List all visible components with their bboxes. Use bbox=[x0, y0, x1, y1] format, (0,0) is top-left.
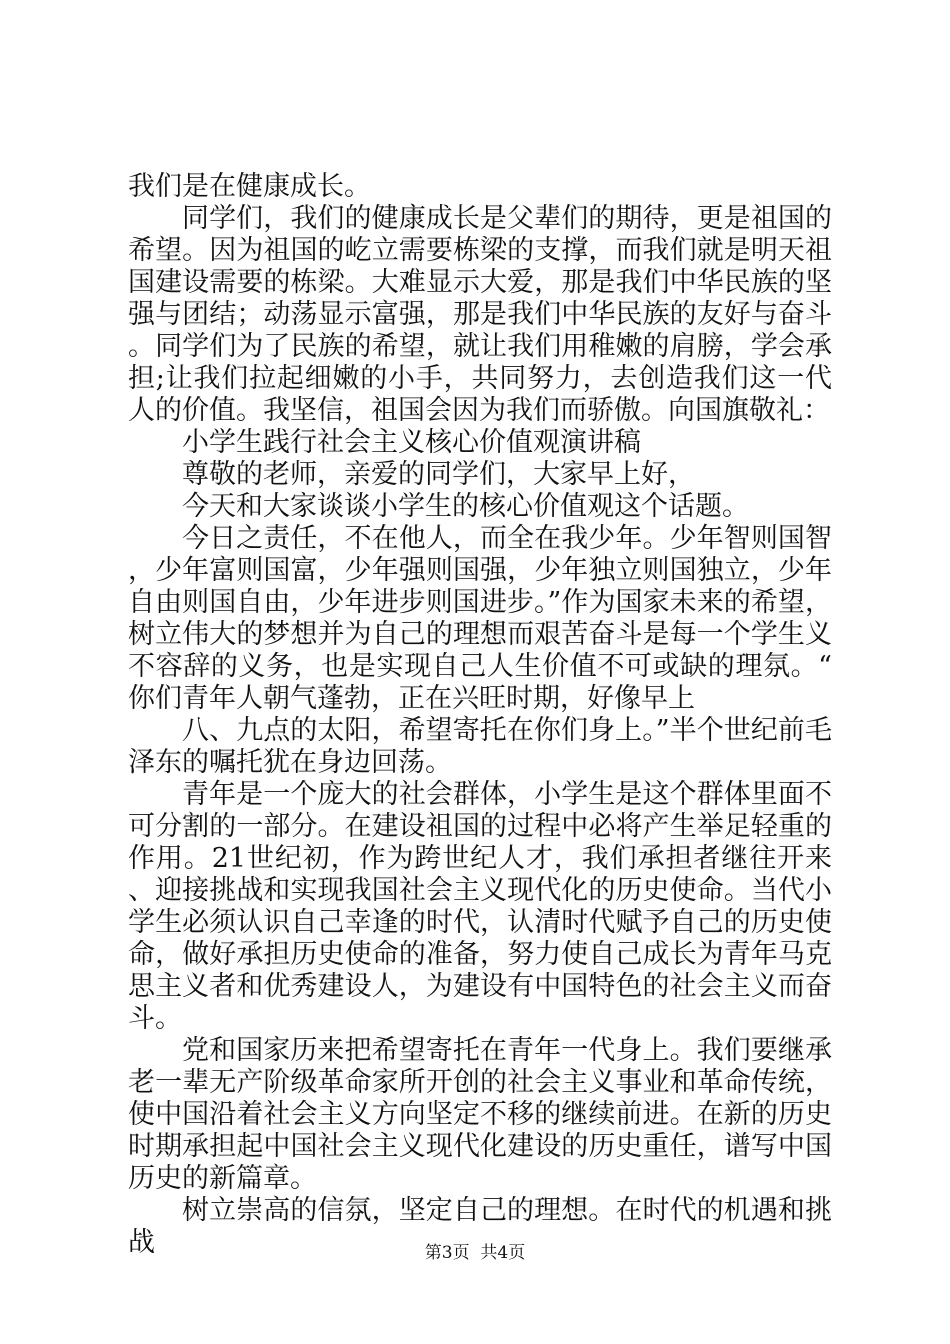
page-number: 第3页 共4页 bbox=[424, 1243, 526, 1263]
paragraph: 树立崇高的信氛，坚定自己的理想。在时代的机遇和挑战 bbox=[128, 1195, 832, 1258]
paragraph: 八、九点的太阳，希望寄托在你们身上。”半个世纪前毛泽东的嘱托犹在身边回荡。 bbox=[128, 715, 832, 778]
paragraph: 青年是一个庞大的社会群体，小学生是这个群体里面不可分割的一部分。在建设祖国的过程中必将产生举足轻重的作用。21世纪初，作为跨世纪人才，我们承担者继往开来、迎接挑战和实现我国社会主义现代化的历史使命。当代小学生必须认识自己幸逢的时代，认清时代赋予自己的历史使命，做好承担历史使命的准备，努力使自己成长为青年马克思主义者和优秀建设人，为建设有中国特色的社会主义而奋斗。 bbox=[128, 779, 832, 1034]
speech-title: 小学生践行社会主义核心价值观演讲稿 bbox=[182, 427, 641, 458]
page-footer bbox=[0, 1242, 950, 1264]
paragraph: 今天和大家谈谈小学生的核心价值观这个话题。 bbox=[182, 491, 749, 522]
paragraph: 同学们，我们的健康成长是父辈们的期待，更是祖国的希望。因为祖国的屹立需要栋梁的支撑，而我们就是明天祖国建设需要的栋梁。大难显示大爱，那是我们中华民族的坚强与团结；动荡显示富强，那是我们中华民族的友好与奋斗。同学们为了民族的希望，就让我们用稚嫩的肩膀，学会承担;让我们拉起细嫩的小手，共同努力，去创造我们这一代人的价值。我坚信，祖国会因为我们而骄傲。向国旗敬礼： bbox=[128, 203, 832, 426]
greeting: 尊敬的老师，亲爱的同学们，大家早上好， bbox=[182, 459, 695, 490]
paragraph: 今日之责任，不在他人，而全在我少年。少年智则国智，少年富则国富，少年强则国强，少年独立则国独立，少年自由则国自由，少年进步则国进步。”作为国家未来的希望，树立伟大的梦想并为自己的理想而艰苦奋斗是每一个学生义不容辞的义务，也是实现自己人生价值不可或缺的理氛。“你们青年人朝气蓬勃，正在兴旺时期，好像早上 bbox=[128, 523, 832, 714]
document-body bbox=[128, 171, 832, 1259]
paragraph: 我们是在健康成长。 bbox=[128, 171, 371, 202]
paragraph: 党和国家历来把希望寄托在青年一代身上。我们要继承老一辈无产阶级革命家所开创的社会主义事业和革命传统，使中国沿着社会主义方向坚定不移的继续前进。在新的历史时期承担起中国社会主义现代化建设的历史重任，谱写中国历史的新篇章。 bbox=[128, 1035, 832, 1194]
